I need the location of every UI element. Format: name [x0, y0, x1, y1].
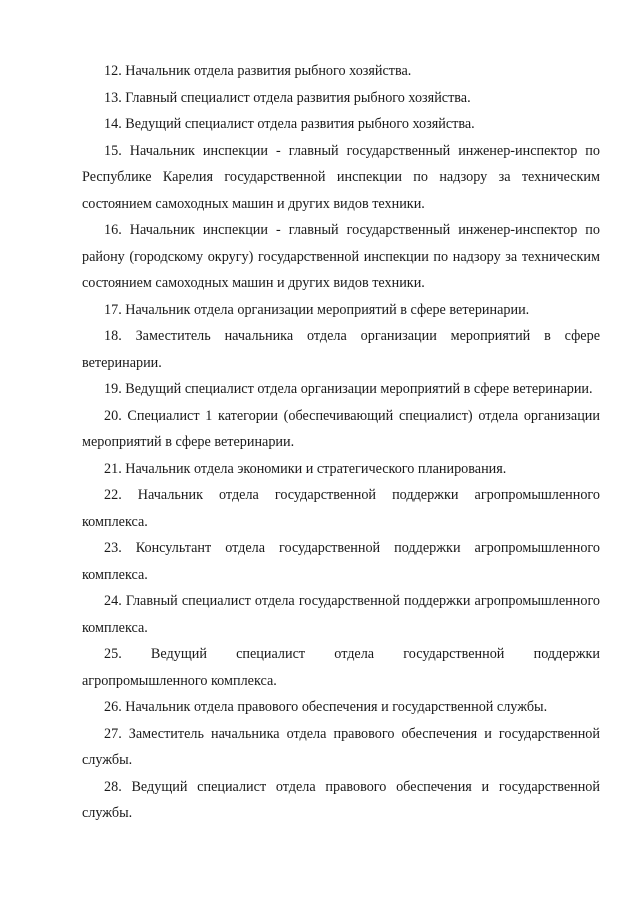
list-item: 20. Специалист 1 категории (обеспечивающий специалист) отдела организации мероприятий в сфере ветеринарии. [82, 407, 600, 450]
list-item: 14. Ведущий специалист отдела развития рыбного хозяйства. [104, 116, 475, 132]
list-item: 18. Заместитель начальника отдела организации мероприятий в сфере ветеринарии. [82, 328, 600, 371]
list-item: 17. Начальник отдела организации мероприятий в сфере ветеринарии. [104, 301, 530, 318]
list-item: 24. Главный специалист отдела государственной поддержки агропромышленного комплекса. [82, 593, 600, 636]
list-item: 28. Ведущий специалист отдела правового обеспечения и государственной службы. [82, 778, 600, 821]
list-item: 25. Ведущий специалист отдела государственной поддержки агропромышленного комплекса. [82, 646, 600, 689]
list-item: 26. Начальник отдела правового обеспечения и государственной службы. [104, 699, 548, 715]
list-item: 22. Начальник отдела государственной поддержки агропромышленного комплекса. [82, 487, 600, 530]
list-item: 12. Начальник отдела развития рыбного хозяйства. [104, 63, 412, 79]
list-item: 15. Начальник инспекции - главный государственный инженер-инспектор по Республике Карелия государственной инспекции по надзору за техническим состоянием самоходных машин и других видов техники. [82, 142, 600, 212]
list-item: 19. Ведущий специалист отдела организации мероприятий в сфере ветеринарии. [104, 381, 593, 397]
list-item: 23. Консультант отдела государственной поддержки агропромышленного комплекса. [82, 540, 600, 583]
list-item: 13. Главный специалист отдела развития рыбного хозяйства. [104, 89, 471, 106]
list-item: 27. Заместитель начальника отдела правового обеспечения и государственной службы. [82, 725, 600, 768]
list-item: 16. Начальник инспекции - главный государственный инженер-инспектор по району (городскому округу) государственной инспекции по надзору за техническим состоянием самоходных машин и других видов техники. [82, 222, 600, 291]
list-item: 21. Начальник отдела экономики и стратегического планирования. [104, 460, 507, 477]
position-list [82, 58, 600, 827]
